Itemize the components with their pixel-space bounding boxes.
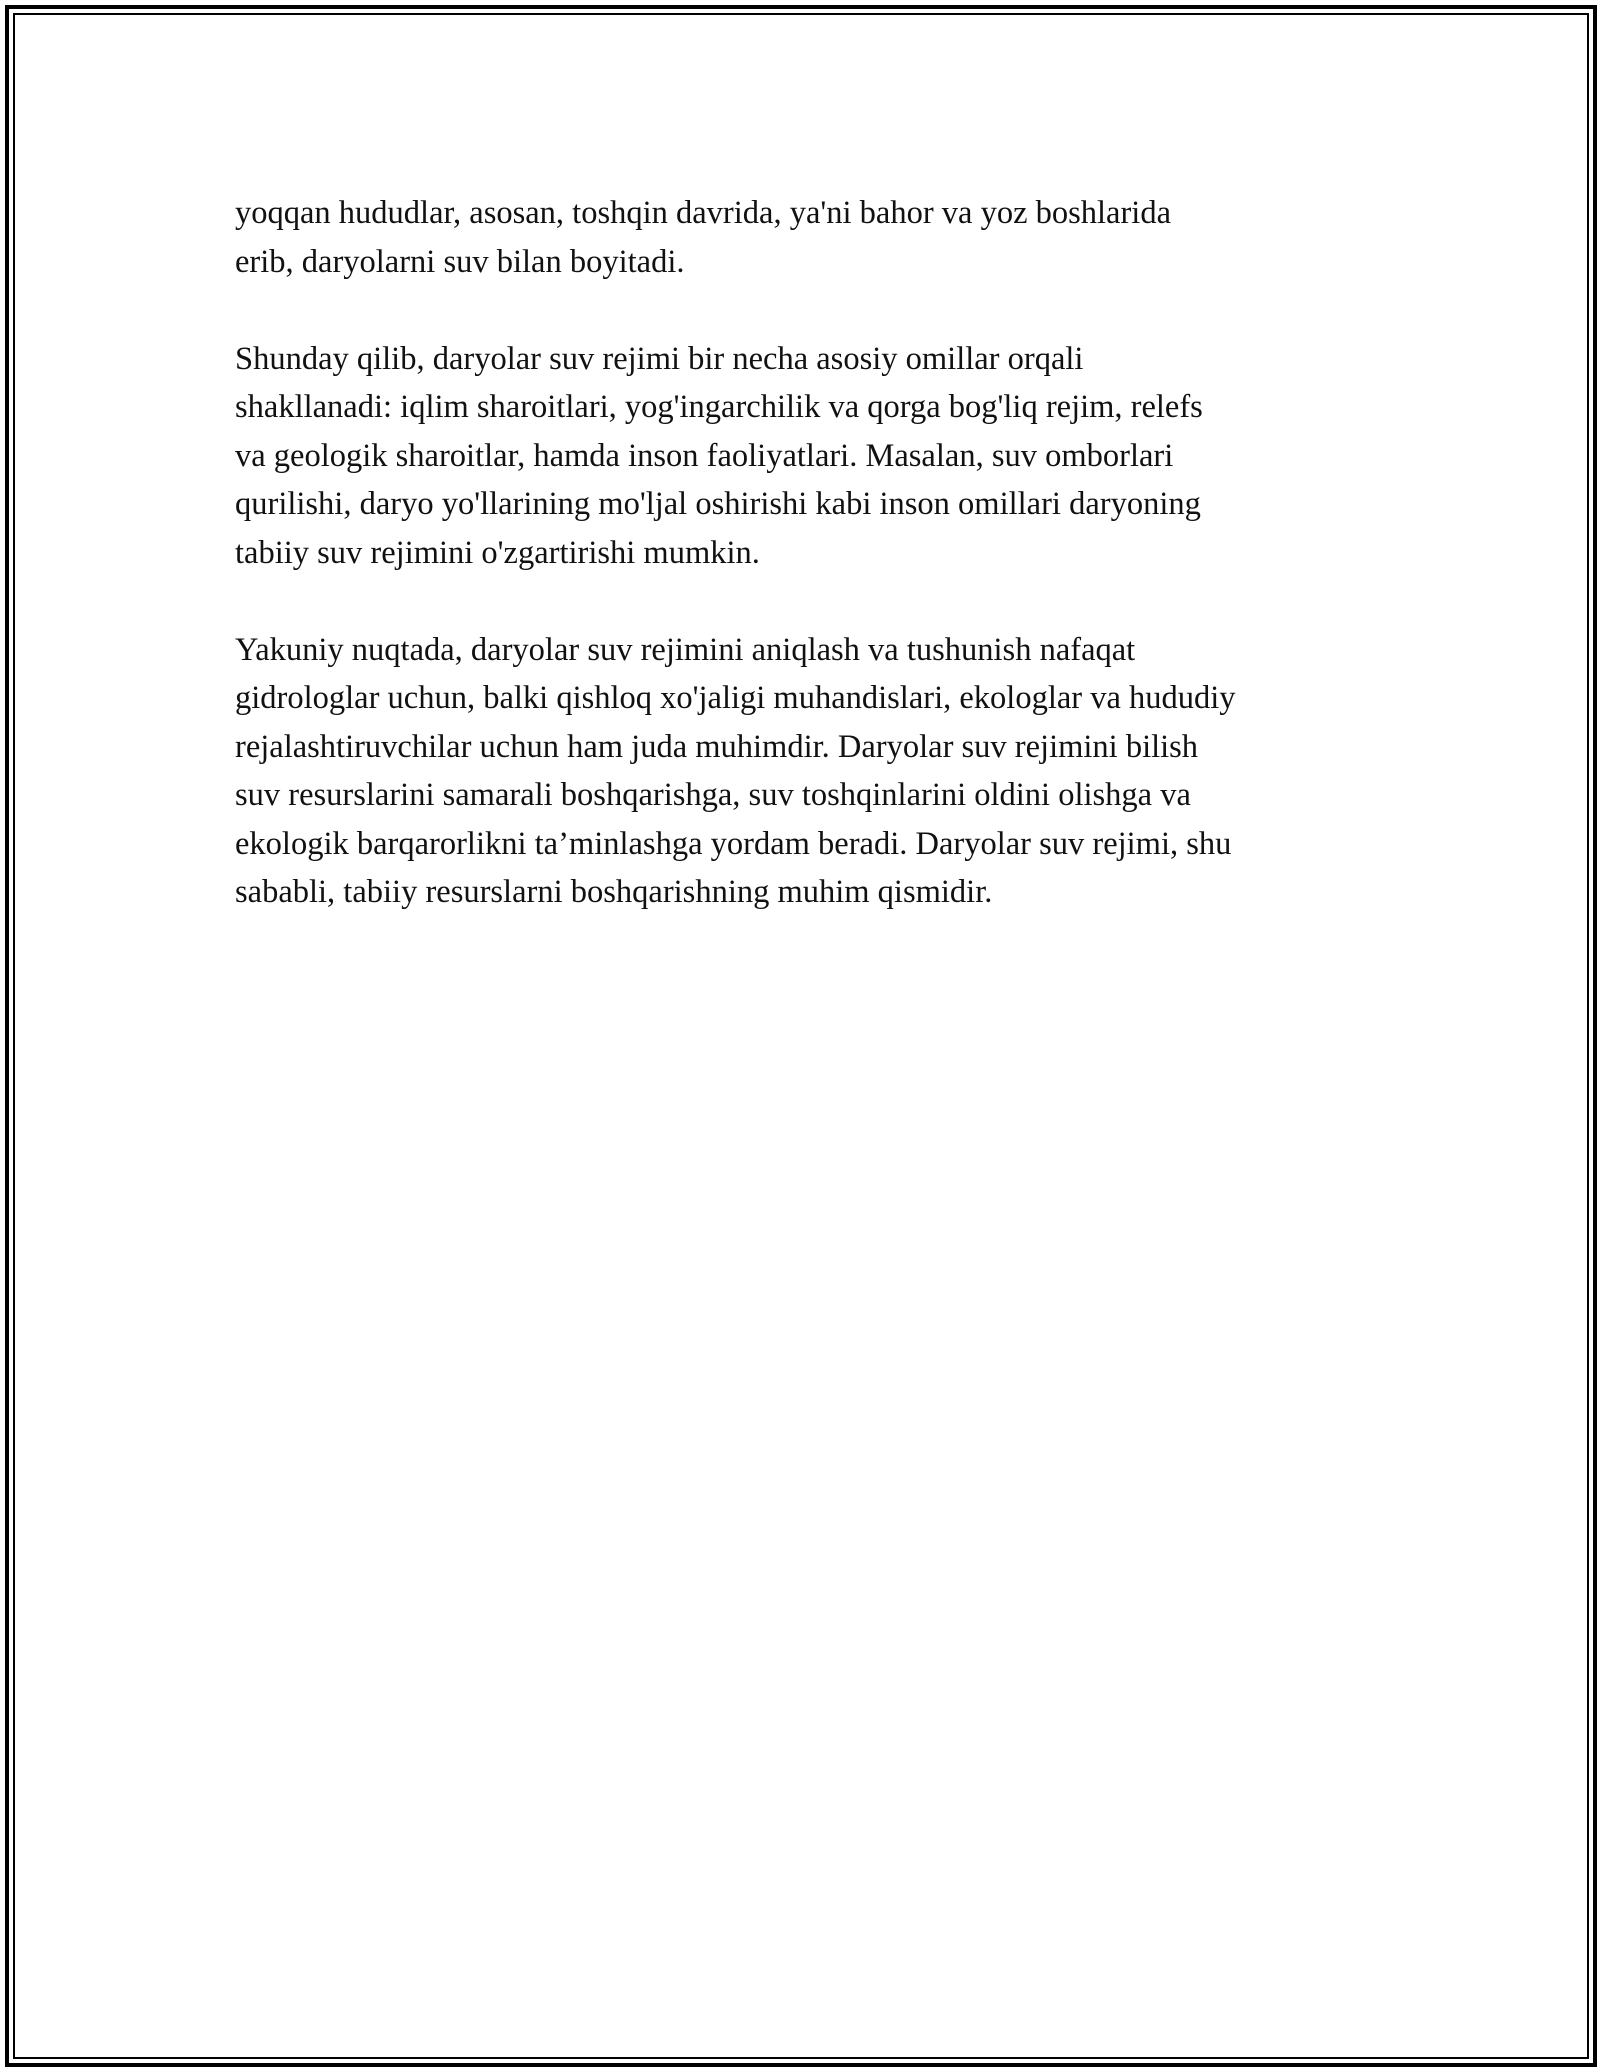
paragraph-2: Shunday qilib, daryolar suv rejimi bir necha asosiy omillar orqali shakllanadi: iqlim sharoitlari, yog'ingarchilik va qorga bog'liq rejim, relefs va geologik sharoitlar, hamda inson faoliyatlari. Masalan, suv omborlari qurilishi, daryo yo'llarining mo'ljal oshirishi kabi inson omillari daryoning tabiiy suv rejimini o'zgartirishi mumkin.	[235, 340, 1203, 571]
document-body	[235, 189, 1375, 965]
paragraph-1: yoqqan hududlar, asosan, toshqin davrida, ya'ni bahor va yoz boshlarida erib, daryolarni suv bilan boyitadi.	[235, 195, 1171, 280]
paragraph-3: Yakuniy nuqtada, daryolar suv rejimini aniqlash va tushunish nafaqat gidrologlar uchun, balki qishloq xo'jaligi muhandislari, ekologlar va hududiy rejalashtiruvchilar uchun ham juda muhimdir. Daryolar suv rejimini bilish suv resurslarini samarali boshqarishga, suv toshqinlarini oldini olishga va ekologik barqarorlikni ta’minlashga yordam beradi. Daryolar suv rejimi, shu sababli, tabiiy resurslarni boshqarishning muhim qismidir.	[235, 631, 1236, 910]
